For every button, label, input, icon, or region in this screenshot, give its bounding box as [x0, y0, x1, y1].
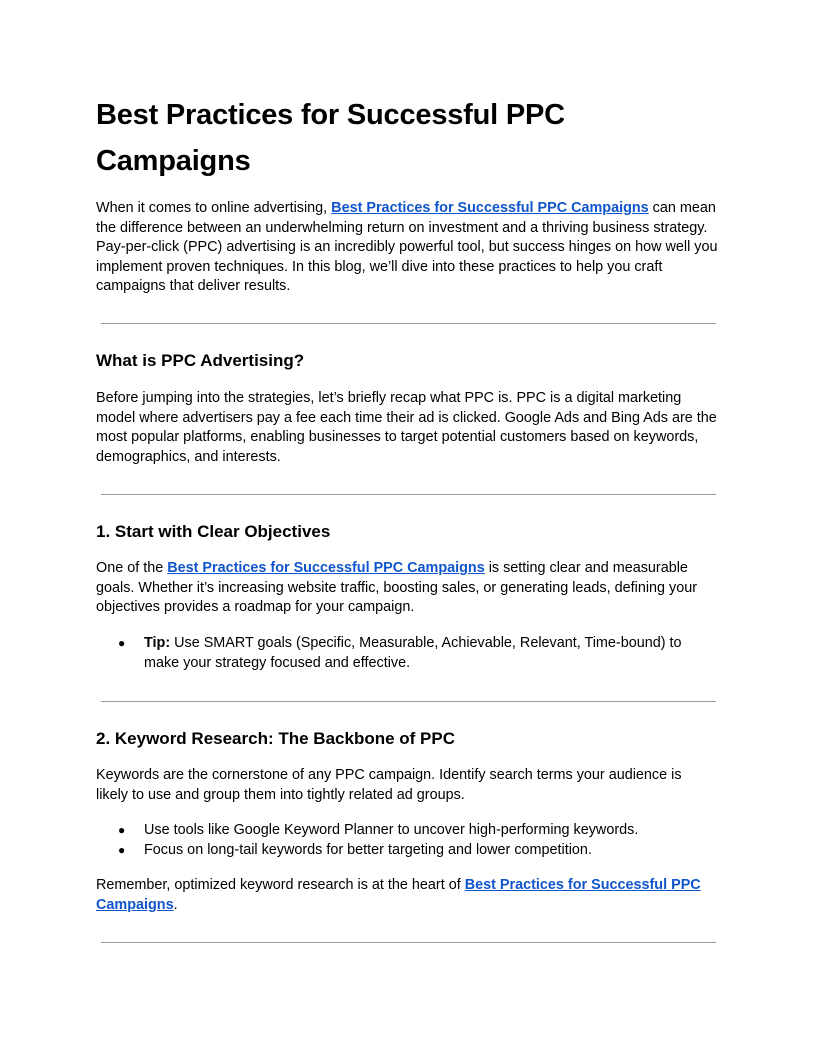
closing-link[interactable]: Best Practices for Successful PPC Campaigns	[96, 877, 701, 913]
list-item	[96, 821, 718, 841]
page-title: Best Practices for Successful PPC Campaigns	[96, 99, 565, 177]
list-item	[96, 634, 696, 673]
divider	[101, 701, 716, 702]
keyword-paragraph: Keywords are the cornerstone of any PPC campaign. Identify search terms your audience is likely to use and group them into tightly related ad groups.	[96, 767, 682, 803]
tip-label: Tip:	[144, 635, 171, 651]
intro-paragraph	[96, 199, 718, 297]
objectives-link[interactable]: Best Practices for Successful PPC Campaigns	[167, 560, 485, 576]
keyword-list	[96, 821, 718, 860]
objectives-paragraph	[96, 559, 718, 618]
divider	[101, 323, 716, 324]
objectives-text-after: is setting clear and measurable goals. Whether it’s increasing website traffic, boosting sales, or generating leads, defining your objectives provides a roadmap for your campaign.	[96, 560, 698, 616]
bullet-icon: ●	[118, 842, 126, 857]
list-item-text: Use tools like Google Keyword Planner to uncover high-performing keywords.	[144, 822, 639, 838]
intro-text-before: When it comes to online advertising,	[96, 200, 332, 216]
closing-text-before: Remember, optimized keyword research is at the heart of	[96, 877, 465, 893]
heading-what-is-ppc: What is PPC Advertising?	[96, 351, 305, 370]
heading-keyword-research: 2. Keyword Research: The Backbone of PPC	[96, 729, 455, 748]
objectives-text-before: One of the	[96, 560, 168, 576]
list-item	[96, 841, 718, 861]
bullet-icon: ●	[118, 636, 126, 650]
what-is-ppc-paragraph: Before jumping into the strategies, let’s briefly recap what PPC is. PPC is a digital marketing model where advertisers pay a fee each time their ad is clicked. Google Ads and Bing Ads are the most popular platforms, enabling businesses to target potential customers based on keywords, demographics, and interests.	[96, 390, 717, 465]
tip-list	[96, 634, 696, 673]
closing-text-after: .	[173, 896, 178, 913]
intro-text-after: can mean the difference between an underwhelming return on investment and a thriving business strategy. Pay-per-click (PPC) advertising is an incredibly powerful tool, but success hinges on how well you implement proven techniques. In this blog, we’ll dive into these practices to help you craft campaigns that deliver results.	[96, 200, 718, 295]
heading-clear-objectives: 1. Start with Clear Objectives	[96, 522, 331, 541]
tip-text: Use SMART goals (Specific, Measurable, Achievable, Relevant, Time-bound) to make your strategy focused and effective.	[144, 635, 682, 671]
divider	[101, 942, 716, 943]
list-item-text: Focus on long-tail keywords for better targeting and lower competition.	[144, 841, 592, 858]
bullet-icon: ●	[118, 823, 126, 837]
divider	[101, 494, 716, 495]
intro-link[interactable]: Best Practices for Successful PPC Campaigns	[331, 200, 649, 216]
closing-paragraph	[96, 876, 718, 915]
